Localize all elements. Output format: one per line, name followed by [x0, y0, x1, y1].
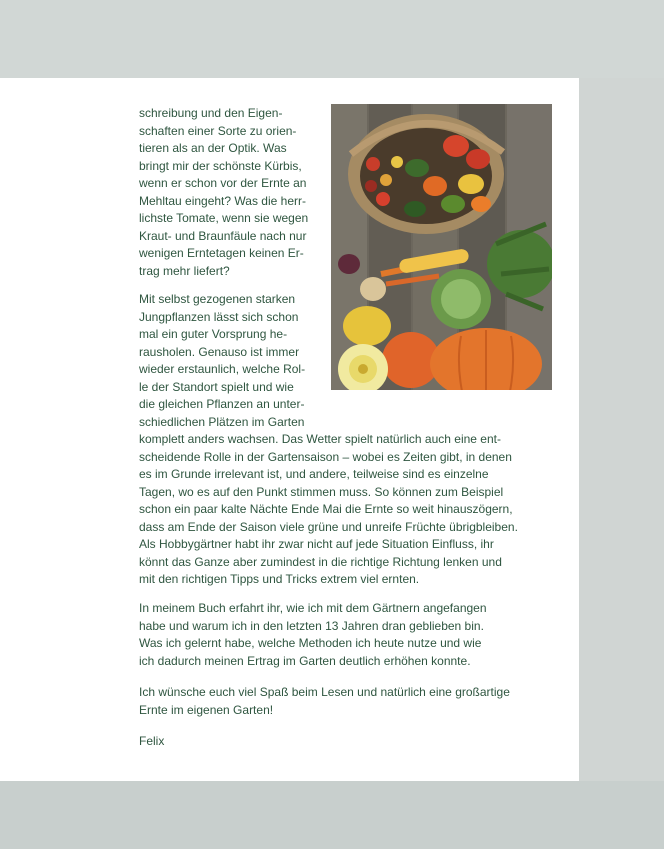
background-bottom — [0, 781, 664, 849]
background-top — [0, 0, 664, 78]
paragraph-wishes: Ich wünsche euch viel Spaß beim Lesen und natürlich eine großartige Ernte im eigenen Garten! — [139, 685, 510, 717]
harvest-illustration — [331, 104, 552, 390]
book-page — [0, 78, 579, 781]
signature: Felix — [139, 734, 165, 748]
vegetable-harvest-photo — [331, 104, 552, 390]
paragraph-intro: schreibung und den Eigen- schaften einer Sorte zu orien- tieren als an der Optik. Was bringt mir der schönste Kürbis, wenn er schon vor der Ernte an Mehltau eingeht? Was die herr- lichste Tomate, wenn sie wegen Kraut- und Braunfäule nach nur wenigen Erntetagen keinen Er- trag mehr liefert? — [139, 106, 309, 278]
paragraph-weather: komplett anders wachsen. Das Wetter spielt natürlich auch eine ent- scheidende Rolle in der Gartensaison – wobei es Zeiten gibt, in denen es im Grunde irrelevant ist, und andere, teilweise sind es einzelne Tagen, wo es auf den Punkt stimmen muss. So können zum Beispiel schon ein paar kalte Nächte Ende Mai die Ernte so weit hinauszögern, dass am Ende der Saison viele grüne und unreife Früchte übrigbleiben. Als Hobbygärtner habt ihr zwar nicht auf jede Situation Einfluss, ihr könnt das Ganze aber zumindest in die richtige Richtung lenken und mit den richtigen Tipps und Tricks extrem viel ernten. — [139, 432, 518, 586]
paragraph-book: In meinem Buch erfahrt ihr, wie ich mit dem Gärtnern angefangen habe und warum ich in den letzten 13 Jahren dran geblieben bin. Was ich gelernt habe, welche Methoden ich heute nutze und wie ich dadurch meinen Ertrag im Garten deutlich erhöhen konnte. — [139, 601, 487, 668]
paragraph-seedlings: Mit selbst gezogenen starken Jungpflanzen lässt sich schon mal ein guter Vorsprung he- rausholen. Genauso ist immer wieder erstaunlich, welche Rol- le der Standort spielt und wie die gleichen Pflanzen an unter- schiedlichen Plätzen im Garten — [139, 292, 306, 429]
